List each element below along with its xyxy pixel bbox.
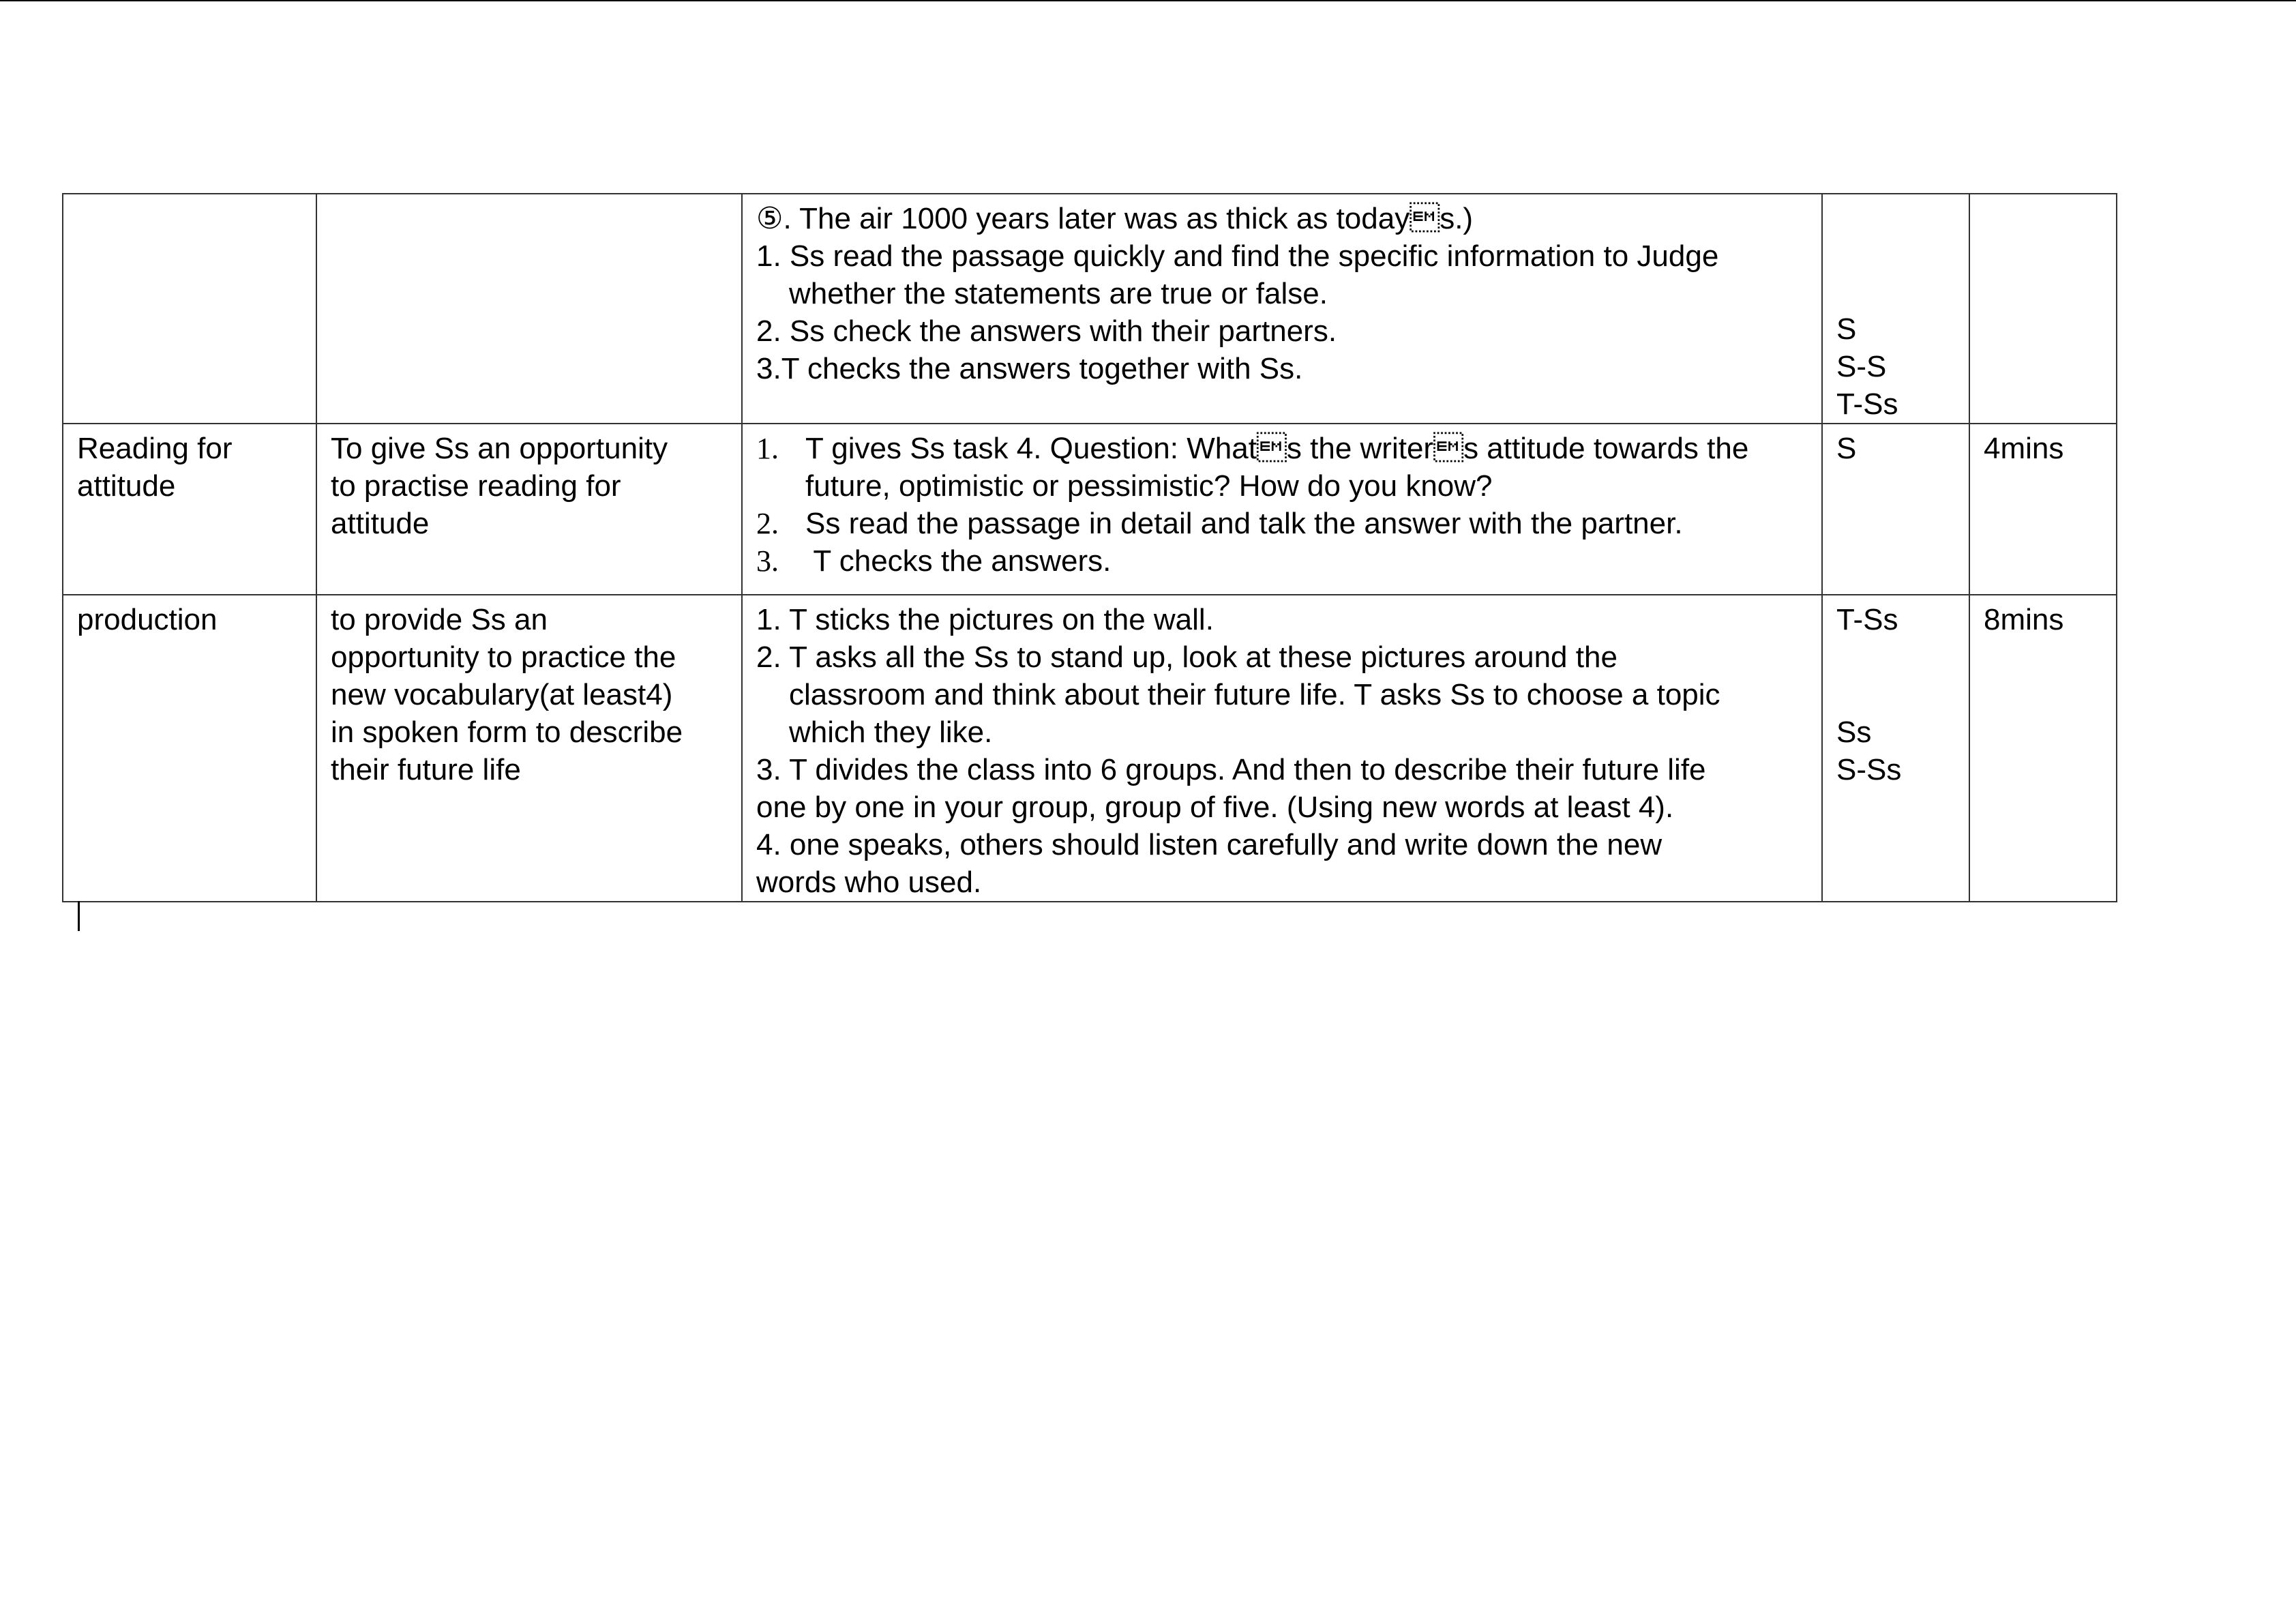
procedure-cell[interactable] bbox=[742, 424, 1822, 595]
procedure-step: 1. T gives Ss task 4. Question: Whats the writers attitude towards the future, optimistic or pessimistic? How do you know? bbox=[756, 430, 1808, 505]
procedure-step: 2. Ss check the answers with their partners. bbox=[756, 314, 1337, 348]
procedure-intro: ⑤. The air 1000 years later was as thick as todays.) bbox=[756, 202, 1474, 235]
step-number: 1. bbox=[756, 432, 779, 465]
interaction-cell[interactable] bbox=[1822, 595, 1969, 902]
lesson-plan-table bbox=[62, 193, 2117, 902]
interaction-mode: T-Ss bbox=[1836, 387, 1898, 421]
procedure-step: 1. T sticks the pictures on the wall. bbox=[756, 603, 1214, 636]
interaction-mode: S bbox=[1836, 312, 1857, 346]
table-row bbox=[63, 194, 2117, 424]
interaction-mode: Ss bbox=[1836, 715, 1872, 749]
procedure-step: 2. Ss read the passage in detail and talk the answer with the partner. bbox=[756, 505, 1808, 542]
text-cursor bbox=[78, 901, 80, 931]
stage-cell[interactable]: Reading for attitude bbox=[63, 424, 316, 595]
interaction-mode: T-Ss bbox=[1836, 603, 1898, 636]
stage-cell[interactable]: production bbox=[63, 595, 316, 902]
procedure-step: words who used. bbox=[756, 866, 982, 899]
table-row bbox=[63, 595, 2117, 902]
aim-cell[interactable] bbox=[316, 194, 742, 424]
procedure-step: 1. Ss read the passage quickly and find the specific information to Judge whether the statements are true or false. bbox=[756, 239, 1719, 310]
stage-cell[interactable] bbox=[63, 194, 316, 424]
interaction-mode: S bbox=[1836, 432, 1857, 465]
interaction-cell[interactable] bbox=[1822, 194, 1969, 424]
time-cell[interactable]: 4mins bbox=[1969, 424, 2117, 595]
procedure-step: 3.T checks the answers together with Ss. bbox=[756, 352, 1303, 385]
procedure-cell[interactable] bbox=[742, 595, 1822, 902]
procedure-cell[interactable] bbox=[742, 194, 1822, 424]
interaction-cell[interactable] bbox=[1822, 424, 1969, 595]
procedure-step: 4. one speaks, others should listen carefully and write down the new bbox=[756, 828, 1663, 861]
time-cell[interactable]: 8mins bbox=[1969, 595, 2117, 902]
page-top-border bbox=[0, 0, 2296, 1]
procedure-step: 3. T divides the class into 6 groups. And then to describe their future life bbox=[756, 753, 1706, 786]
interaction-mode: S-Ss bbox=[1836, 753, 1902, 786]
aim-cell[interactable]: to provide Ss an opportunity to practice the new vocabulary(at least4) in spoken form to describe their future life bbox=[316, 595, 742, 902]
procedure-step: 3. T checks the answers. bbox=[756, 542, 1808, 580]
procedure-step: one by one in your group, group of five. (Using new words at least 4). bbox=[756, 791, 1674, 824]
step-number: 3. bbox=[756, 544, 779, 578]
time-cell[interactable] bbox=[1969, 194, 2117, 424]
step-number: 2. bbox=[756, 507, 779, 540]
procedure-step: 2. T asks all the Ss to stand up, look at these pictures around the classroom and think about their future life. T asks Ss to choose a topic which they like. bbox=[756, 640, 1720, 749]
aim-cell[interactable]: To give Ss an opportunity to practise reading for attitude bbox=[316, 424, 742, 595]
table-row bbox=[63, 424, 2117, 595]
interaction-mode: S-S bbox=[1836, 350, 1887, 383]
